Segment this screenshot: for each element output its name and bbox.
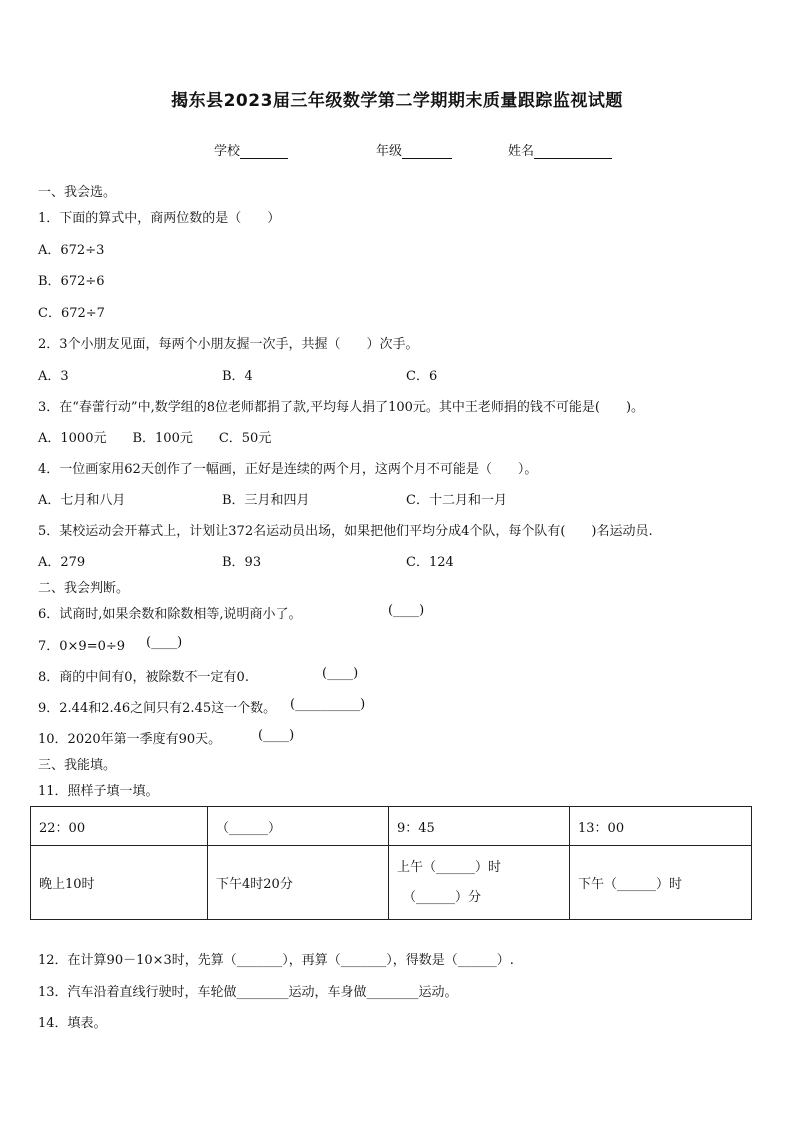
question-7: 7．0×9=0÷9: [38, 639, 126, 654]
q10-answer-blank[interactable]: (____): [258, 728, 295, 743]
q4-option-b: B．三月和四月: [222, 493, 310, 508]
q8-answer-blank[interactable]: (____): [322, 666, 359, 681]
q6-answer-blank[interactable]: (____): [388, 603, 425, 618]
school-label: 学校: [214, 144, 241, 159]
name-blank: [534, 144, 612, 159]
question-12: 12．在计算90－10×3时，先算（_______），再算（_______），得数是（______）.: [38, 953, 514, 968]
table-cell-two-line[interactable]: [389, 846, 570, 920]
table-cell: 下午4时20分: [208, 846, 389, 920]
question-13: 13．汽车沿着直线行驶时，车轮做________运动，车身做________运动。: [38, 985, 458, 1000]
table-cell-blank[interactable]: （______）: [208, 807, 389, 846]
question-2: 2．3个小朋友见面，每两个小朋友握一次手，共握（ ）次手。: [38, 337, 419, 352]
question-4: 4．一位画家用62天创作了一幅画，正好是连续的两个月，这两个月不可能是（ ）。: [38, 462, 538, 477]
name-label: 姓名: [508, 144, 535, 159]
q4-option-c: C．十二月和一月: [406, 493, 507, 508]
question-14: 14．填表。: [38, 1016, 107, 1031]
grade-field: [376, 140, 452, 159]
time-conversion-table: [30, 806, 752, 920]
q9-answer-blank[interactable]: (__________): [290, 697, 366, 712]
section-heading-2: 二、我会判断。: [38, 581, 130, 596]
hour-blank[interactable]: 上午（______）时: [397, 859, 502, 875]
q3-options: A．1000元 B．100元 C．50元: [38, 431, 272, 446]
table-cell: 13：00: [570, 807, 752, 846]
table-row: [31, 846, 752, 920]
question-1: 1．下面的算式中，商两位数的是（ ）: [38, 211, 281, 226]
grade-label: 年级: [376, 144, 403, 159]
q5-option-a: A．279: [38, 555, 86, 570]
name-field: [508, 140, 612, 159]
table-cell: 9：45: [389, 807, 570, 846]
table-row: [31, 807, 752, 846]
question-6: 6．试商时,如果余数和除数相等,说明商小了。: [38, 607, 302, 622]
q1-option-b: B．672÷6: [38, 274, 105, 289]
school-field: [214, 140, 288, 159]
question-8: 8．商的中间有0，被除数不一定有0.: [38, 670, 249, 685]
q5-option-b: B．93: [222, 555, 262, 570]
table-cell: 22：00: [31, 807, 208, 846]
grade-blank: [402, 144, 452, 159]
q5-option-c: C．124: [406, 555, 454, 570]
question-5: 5．某校运动会开幕式上，计划让372名运动员出场，如果把他们平均分成4个队，每个队有( )名运动员.: [38, 524, 653, 539]
table-cell-blank[interactable]: 下午（______）时: [570, 846, 752, 920]
school-blank: [240, 144, 288, 159]
q2-option-a: A．3: [38, 369, 69, 384]
q1-option-a: A．672÷3: [38, 243, 105, 258]
minute-blank[interactable]: （______）分: [403, 889, 482, 905]
q2-option-b: B．4: [222, 369, 253, 384]
q2-option-c: C．6: [406, 369, 438, 384]
q1-option-c: C．672÷7: [38, 306, 105, 321]
page-title: 揭东县2023届三年级数学第二学期期末质量跟踪监视试题: [171, 91, 623, 111]
q7-answer-blank[interactable]: (____): [146, 635, 183, 650]
question-10: 10．2020年第一季度有90天。: [38, 732, 222, 747]
table-cell: 晚上10时: [31, 846, 208, 920]
q4-option-a: A．七月和八月: [38, 493, 126, 508]
section-heading-1: 一、我会选。: [38, 185, 117, 200]
question-3: 3．在“春蕾行动”中,数学组的8位老师都捐了款,平均每人捐了100元。其中王老师捐的钱不可能是( )。: [38, 400, 645, 415]
section-heading-3: 三、我能填。: [38, 758, 117, 773]
question-9: 9．2.44和2.46之间只有2.45这一个数。: [38, 701, 277, 716]
question-11: 11．照样子填一填。: [38, 784, 159, 799]
